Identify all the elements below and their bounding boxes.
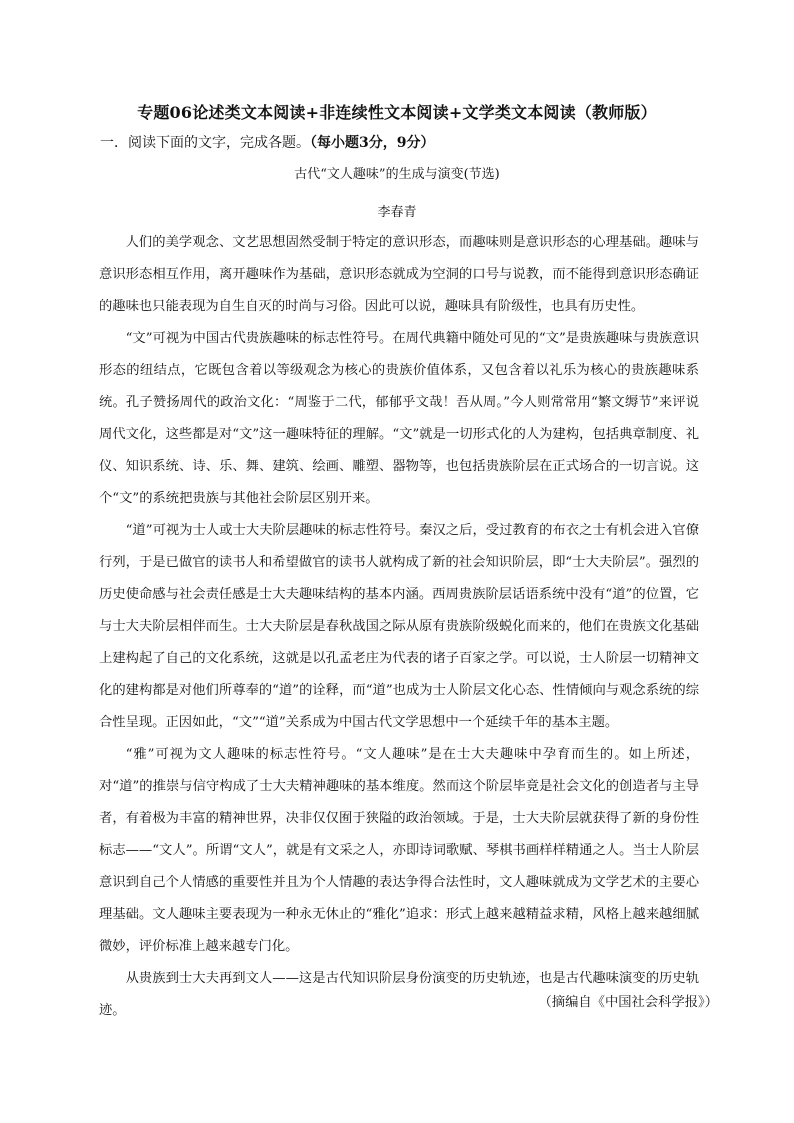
article-title: 古代“文人趣味”的生成与演变(节选): [294, 167, 500, 182]
paragraph-3: “道”可视为士人或士大夫阶层趣味的标志性符号。秦汉之后，受过教育的布衣之士有机会进入官僚行列，于是已做官的读书人和希望做官的读书人就构成了新的社会知识阶层，即“士大夫阶层”。强烈的历史使命感与社会责任感是士大夫趣味结构的基本内涵。西周贵族阶层话语系统中没有“道”的位置，它与士大夫阶层相伴而生。士大夫阶层是春秋战国之际从原有贵族阶级蜕化而来的，他们在贵族文化基础上建构起了自己的文化系统，这就是以孔孟老庄为代表的诸子百家之学。可以说，士人阶层一切精神文化的建构都是对他们所尊奉的“道”的诠释，而“道”也成为士人阶层文化心态、性情倾向与观念系统的综合性呈现。正因如此，“文”“道”关系成为中国古代文学思想中一个延续千年的基本主题。: [99, 523, 699, 730]
article-body: [99, 227, 699, 1027]
paragraph-1: 人们的美学观念、文艺思想固然受制于特定的意识形态，而趣味则是意识形态的心理基础。趣味与意识形态相互作用，离开趣味作为基础，意识形态就成为空洞的口号与说教，而不能得到意识形态确证的趣味也只能表现为自生自灭的时尚与习俗。因此可以说，趣味具有阶级性，也具有历史性。: [99, 235, 699, 314]
paragraph-5: 从贵族到士大夫再到文人——这是古代知识阶层身份演变的历史轨迹，也是古代趣味演变的历史轨迹。: [99, 971, 699, 1018]
paragraph-4: “雅”可视为文人趣味的标志性符号。“文人趣味”是在士大夫趣味中孕育而生的。如上所述，对“道”的推崇与信守构成了士大夫精神趣味的基本维度。然而这个阶层毕竟是社会文化的创造者与主导者，有着极为丰富的精神世界，决非仅仅囿于狭隘的政治领域。于是，士大夫阶层就获得了新的身份性标志——“文人”。所谓“文人”，就是有文采之人，亦即诗词歌赋、琴棋书画样样精通之人。当士人阶层意识到自己个人情感的重要性并且为个人情趣的表达争得合法性时，文人趣味就成为文学艺术的主要心理基础。文人趣味主要表现为一种永无休止的“雅化”追求：形式上越来越精益求精，风格上越来越细腻微妙，评价标准上越来越专门化。: [99, 747, 699, 954]
article-author: 李春青: [377, 205, 417, 220]
instruction-points: （每小题3分，9分）: [310, 135, 435, 151]
instruction-text: 一．阅读下面的文字，完成各题。: [100, 135, 310, 151]
paragraph-2: “文”可视为中国古代贵族趣味的标志性符号。在周代典籍中随处可见的“文”是贵族趣味与贵族意识形态的纽结点，它既包含着以等级观念为核心的贵族价值体系，又包含着以礼乐为核心的贵族趣味系统。孔子赞扬周代的政治文化：“周鉴于二代，郁郁乎文哉！吾从周。”今人则常常用“繁文缛节”来评说周代文化，这些都是对“文”这一趣味特征的理解。“文”就是一切形式化的人为建构，包括典章制度、礼仪、知识系统、诗、乐、舞、建筑、绘画、雕塑、器物等，也包括贵族阶层在正式场合的一切言说。这个“文”的系统把贵族与其他社会阶层区别开来。: [99, 331, 699, 506]
question-instruction: [100, 132, 434, 152]
document-title: 专题06论述类文本阅读+非连续性文本阅读+文学类文本阅读（教师版）: [137, 103, 657, 122]
article-source: （摘编自《中国社会科学报》）: [538, 995, 718, 1010]
